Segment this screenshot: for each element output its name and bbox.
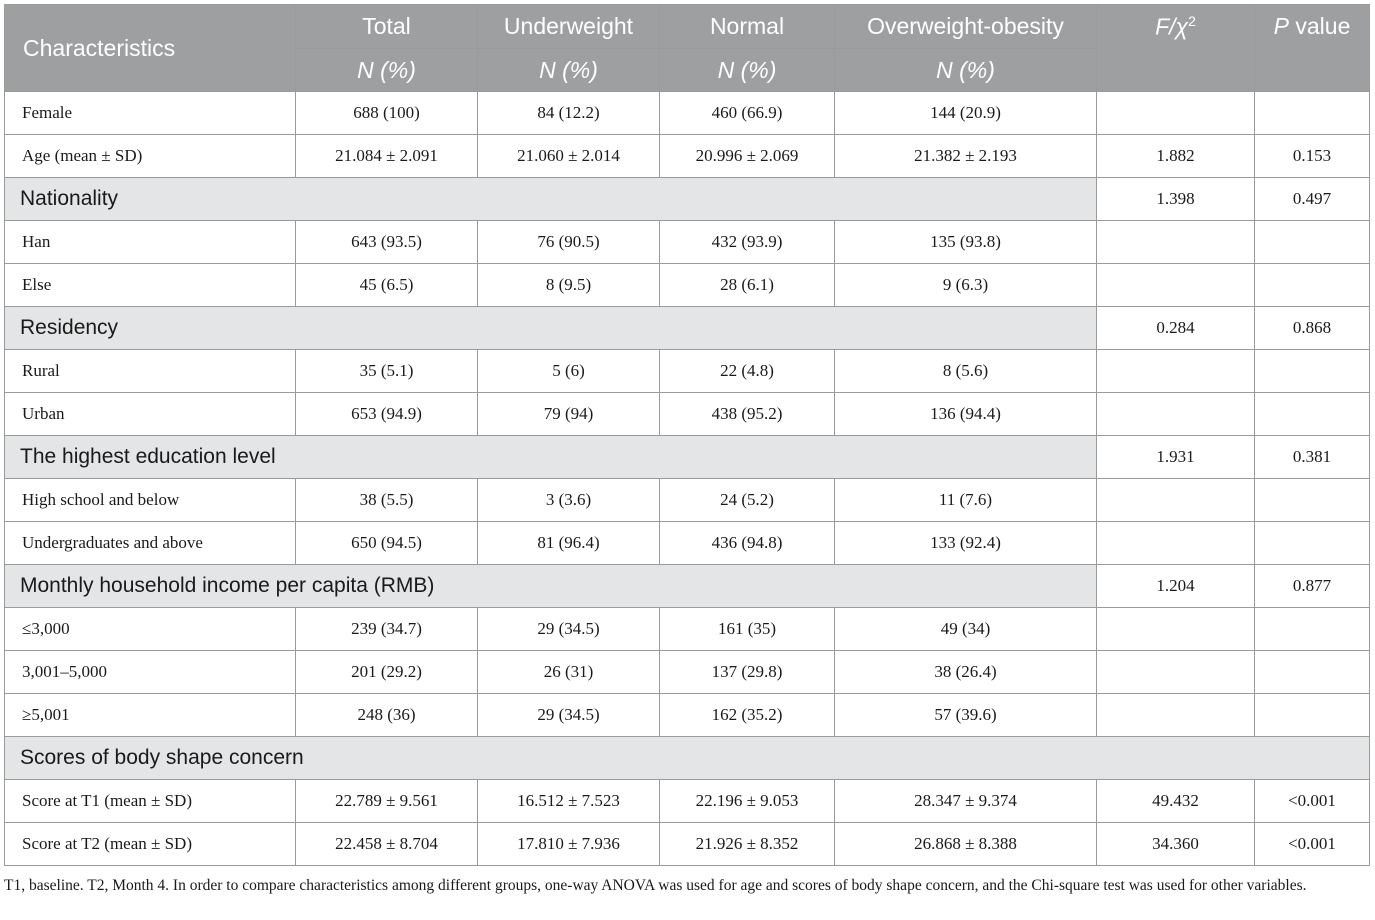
cell-normal: 438 (95.2) [660,393,835,436]
cell-total: 35 (5.1) [296,350,478,393]
cell-p [1255,221,1370,264]
cell-underweight: 26 (31) [478,651,660,694]
cell-f: 1.931 [1097,436,1255,479]
cell-underweight: 29 (34.5) [478,694,660,737]
cell-p: 0.868 [1255,307,1370,350]
cell-f [1097,92,1255,135]
cell-total: 248 (36) [296,694,478,737]
cell-p [1255,479,1370,522]
table-row-else [5,264,1370,307]
cell-f [1097,264,1255,307]
row-label: Undergraduates and above [5,522,296,565]
header-characteristics: Characteristics [5,5,296,92]
row-label: Han [5,221,296,264]
p-italic: P [1273,13,1289,39]
cell-normal: 436 (94.8) [660,522,835,565]
cell-p: 0.153 [1255,135,1370,178]
cell-f: 49.432 [1097,780,1255,823]
cell-underweight: 3 (3.6) [478,479,660,522]
row-label: Age (mean ± SD) [5,135,296,178]
table-row-age [5,135,1370,178]
cell-p [1255,264,1370,307]
cell-total: 650 (94.5) [296,522,478,565]
cell-p: 0.381 [1255,436,1370,479]
cell-overweight: 9 (6.3) [835,264,1097,307]
cell-underweight: 5 (6) [478,350,660,393]
cell-overweight: 136 (94.4) [835,393,1097,436]
table-row-rural [5,350,1370,393]
section-label: Scores of body shape concern [5,737,1370,780]
characteristics-table [4,4,1370,866]
table-row-t2 [5,823,1370,866]
cell-overweight: 135 (93.8) [835,221,1097,264]
header-total: Total [296,5,478,49]
cell-f: 0.284 [1097,307,1255,350]
cell-underweight: 29 (34.5) [478,608,660,651]
cell-normal: 22.196 ± 9.053 [660,780,835,823]
cell-overweight: 26.868 ± 8.388 [835,823,1097,866]
section-education [5,436,1370,479]
cell-overweight: 57 (39.6) [835,694,1097,737]
cell-total: 688 (100) [296,92,478,135]
cell-p: 0.497 [1255,178,1370,221]
row-label: Score at T2 (mean ± SD) [5,823,296,866]
row-label: Score at T1 (mean ± SD) [5,780,296,823]
table-row-urban [5,393,1370,436]
cell-overweight: 144 (20.9) [835,92,1097,135]
cell-p [1255,522,1370,565]
cell-total: 22.789 ± 9.561 [296,780,478,823]
cell-f: 34.360 [1097,823,1255,866]
section-residency [5,307,1370,350]
cell-overweight: 28.347 ± 9.374 [835,780,1097,823]
table-row-female [5,92,1370,135]
header-underweight: Underweight [478,5,660,49]
cell-underweight: 17.810 ± 7.936 [478,823,660,866]
cell-p: <0.001 [1255,780,1370,823]
cell-p: 0.877 [1255,565,1370,608]
row-label: ≤3,000 [5,608,296,651]
table-row-undergrad [5,522,1370,565]
section-nationality [5,178,1370,221]
cell-f [1097,651,1255,694]
p-rest: value [1288,13,1351,39]
section-scores [5,737,1370,780]
cell-p [1255,694,1370,737]
section-label: Nationality [5,178,1097,221]
cell-f [1097,522,1255,565]
table-row-income-1 [5,608,1370,651]
table-row-income-3 [5,694,1370,737]
row-label: Urban [5,393,296,436]
cell-f: 1.204 [1097,565,1255,608]
cell-f: 1.882 [1097,135,1255,178]
cell-underweight: 8 (9.5) [478,264,660,307]
subheader-underweight: N (%) [478,49,660,92]
cell-overweight: 38 (26.4) [835,651,1097,694]
cell-total: 643 (93.5) [296,221,478,264]
row-label: 3,001–5,000 [5,651,296,694]
cell-total: 22.458 ± 8.704 [296,823,478,866]
cell-overweight: 8 (5.6) [835,350,1097,393]
section-label: The highest education level [5,436,1097,479]
cell-overweight: 133 (92.4) [835,522,1097,565]
cell-overweight: 21.382 ± 2.193 [835,135,1097,178]
row-label: ≥5,001 [5,694,296,737]
row-label: High school and below [5,479,296,522]
table-footnote: T1, baseline. T2, Month 4. In order to compare characteristics among different groups, one-way ANOVA was used for age and scores of body shape concern, and the Chi-square test was used for other variables. [4,877,1307,894]
f-chi-label: F/χ [1155,13,1189,40]
cell-total: 239 (34.7) [296,608,478,651]
section-income [5,565,1370,608]
cell-f [1097,608,1255,651]
header-normal: Normal [660,5,835,49]
cell-overweight: 49 (34) [835,608,1097,651]
cell-f [1097,479,1255,522]
cell-underweight: 84 (12.2) [478,92,660,135]
cell-underweight: 76 (90.5) [478,221,660,264]
table-row-t1 [5,780,1370,823]
cell-normal: 28 (6.1) [660,264,835,307]
cell-underweight: 16.512 ± 7.523 [478,780,660,823]
cell-total: 38 (5.5) [296,479,478,522]
row-label: Rural [5,350,296,393]
table-row-highschool [5,479,1370,522]
cell-normal: 460 (66.9) [660,92,835,135]
cell-overweight: 11 (7.6) [835,479,1097,522]
section-label: Monthly household income per capita (RMB) [5,565,1097,608]
row-label: Female [5,92,296,135]
cell-total: 45 (6.5) [296,264,478,307]
cell-f [1097,221,1255,264]
cell-f [1097,694,1255,737]
cell-total: 653 (94.9) [296,393,478,436]
cell-p [1255,92,1370,135]
cell-underweight: 81 (96.4) [478,522,660,565]
cell-total: 201 (29.2) [296,651,478,694]
row-label: Else [5,264,296,307]
cell-underweight: 79 (94) [478,393,660,436]
cell-normal: 161 (35) [660,608,835,651]
cell-normal: 432 (93.9) [660,221,835,264]
header-f-chi [1097,5,1255,92]
f-chi-sup: 2 [1188,13,1196,29]
subheader-overweight-obesity: N (%) [835,49,1097,92]
cell-normal: 22 (4.8) [660,350,835,393]
cell-p: <0.001 [1255,823,1370,866]
cell-underweight: 21.060 ± 2.014 [478,135,660,178]
section-label: Residency [5,307,1097,350]
cell-total: 21.084 ± 2.091 [296,135,478,178]
subheader-total: N (%) [296,49,478,92]
cell-f [1097,350,1255,393]
cell-p [1255,393,1370,436]
table-row-han [5,221,1370,264]
cell-normal: 21.926 ± 8.352 [660,823,835,866]
cell-f [1097,393,1255,436]
cell-p [1255,608,1370,651]
cell-normal: 24 (5.2) [660,479,835,522]
header-p-value [1255,5,1370,92]
cell-normal: 20.996 ± 2.069 [660,135,835,178]
cell-p [1255,350,1370,393]
cell-p [1255,651,1370,694]
cell-normal: 137 (29.8) [660,651,835,694]
header-overweight-obesity: Overweight-obesity [835,5,1097,49]
cell-f: 1.398 [1097,178,1255,221]
subheader-normal: N (%) [660,49,835,92]
table-row-income-2 [5,651,1370,694]
cell-normal: 162 (35.2) [660,694,835,737]
